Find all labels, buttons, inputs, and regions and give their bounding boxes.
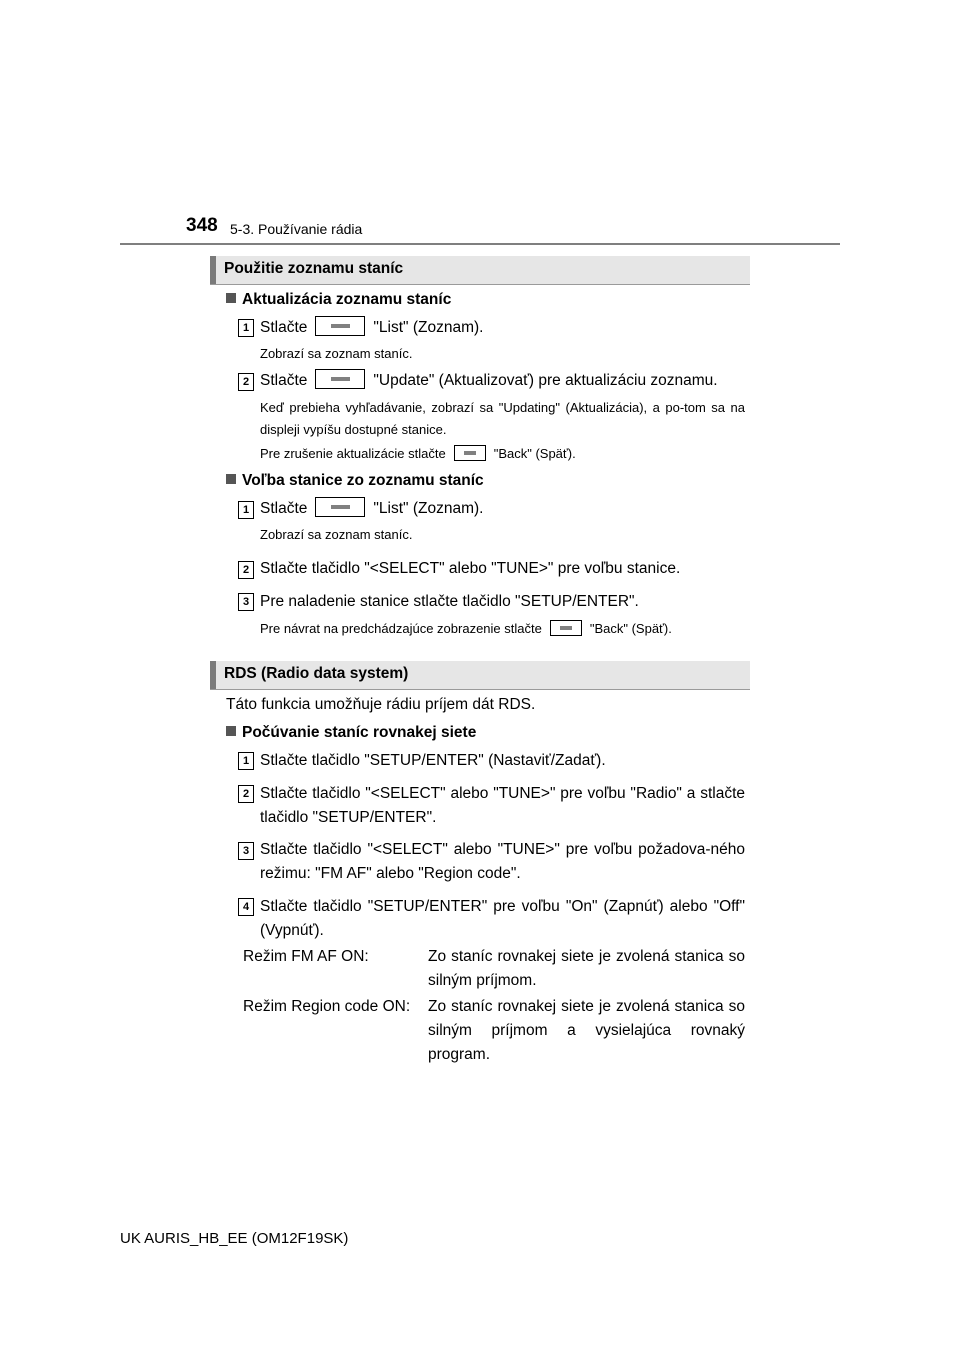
intro-text: Táto funkcia umožňuje rádiu príjem dát RDS. bbox=[226, 696, 536, 713]
screen-button-icon bbox=[550, 620, 582, 636]
step-text-part: Stlačte bbox=[260, 372, 308, 389]
step-text: Stlačte tlačidlo "SETUP/ENTER" (Nastaviť/Zadať). bbox=[260, 752, 606, 769]
step-text bbox=[260, 369, 718, 393]
subheading-same-network bbox=[226, 724, 476, 742]
header-divider bbox=[120, 243, 840, 245]
step-text: Pre naladenie stanice stlačte tlačidlo "SETUP/ENTER". bbox=[260, 593, 639, 610]
screen-button-icon bbox=[454, 445, 486, 461]
mode-label: Režim FM AF ON: bbox=[243, 948, 369, 965]
note-text-part: "Back" (Späť). bbox=[493, 446, 576, 461]
step-number: 2 bbox=[238, 785, 254, 803]
note-text-part: Pre návrat na predchádzajúce zobrazenie stlačte bbox=[260, 621, 542, 636]
step-text: Stlačte tlačidlo "<SELECT" alebo "TUNE>" pre voľbu požadova-ného režimu: "FM AF" alebo "Region code". bbox=[260, 841, 745, 882]
note-text bbox=[260, 618, 745, 640]
page-number: 348 bbox=[186, 215, 218, 236]
step-text-part: "Update" (Aktualizovať) pre aktualizáciu zoznamu. bbox=[373, 372, 718, 389]
section-bar-station-list bbox=[210, 256, 750, 285]
mode-label: Režim Region code ON: bbox=[243, 998, 411, 1015]
step-number: 1 bbox=[238, 501, 254, 519]
step-text-part: Stlačte bbox=[260, 319, 308, 336]
section-accent bbox=[210, 661, 216, 689]
step-text-part: "List" (Zoznam). bbox=[373, 319, 484, 336]
step-text-part: Stlačte bbox=[260, 500, 308, 517]
step-number: 2 bbox=[238, 373, 254, 391]
step-text: Stlačte tlačidlo "<SELECT" alebo "TUNE>" pre voľbu stanice. bbox=[260, 560, 681, 577]
step-text: Stlačte tlačidlo "<SELECT" alebo "TUNE>" pre voľbu "Radio" a stlačte tlačidlo "SETUP/ENTER". bbox=[260, 785, 745, 826]
step-text bbox=[260, 497, 483, 521]
note-text: Keď prebieha vyhľadávanie, zobrazí sa "Updating" (Aktualizácia), a po-tom sa na displeji vypíšu dostupné stanice. bbox=[260, 400, 745, 437]
note-text: Zobrazí sa zoznam staníc. bbox=[260, 527, 413, 542]
mode-description: Zo staníc rovnakej siete je zvolená stanica so silným príjmom. bbox=[428, 948, 745, 989]
square-bullet-icon bbox=[226, 726, 236, 736]
step-number: 2 bbox=[238, 561, 254, 579]
step-number: 3 bbox=[238, 842, 254, 860]
square-bullet-icon bbox=[226, 293, 236, 303]
mode-description: Zo staníc rovnakej siete je zvolená stanica so silným príjmom a vysielajúca rovnaký program. bbox=[428, 998, 745, 1063]
section-accent bbox=[210, 256, 216, 284]
note-text-part: "Back" (Späť). bbox=[589, 621, 672, 636]
footer-doc-id: UK AURIS_HB_EE (OM12F19SK) bbox=[120, 1230, 349, 1247]
chapter-title: 5-3. Používanie rádia bbox=[230, 221, 363, 237]
step-number: 4 bbox=[238, 898, 254, 916]
screen-button-icon bbox=[315, 316, 365, 336]
square-bullet-icon bbox=[226, 474, 236, 484]
step-text-part: "List" (Zoznam). bbox=[373, 500, 484, 517]
note-text bbox=[260, 443, 745, 465]
screen-button-icon bbox=[315, 369, 365, 389]
note-text: Zobrazí sa zoznam staníc. bbox=[260, 346, 413, 361]
section-title: RDS (Radio data system) bbox=[224, 665, 409, 682]
section-title: Použitie zoznamu staníc bbox=[224, 260, 404, 277]
step-number: 3 bbox=[238, 593, 254, 611]
step-text: Stlačte tlačidlo "SETUP/ENTER" pre voľbu "On" (Zapnúť) alebo "Off" (Vypnúť). bbox=[260, 898, 745, 939]
subheading-select-station bbox=[226, 472, 484, 490]
subheading-text: Aktualizácia zoznamu staníc bbox=[242, 291, 452, 308]
subheading-update-list bbox=[226, 291, 451, 309]
subheading-text: Voľba stanice zo zoznamu staníc bbox=[242, 472, 484, 489]
section-bar-rds bbox=[210, 661, 750, 690]
screen-button-icon bbox=[315, 497, 365, 517]
step-number: 1 bbox=[238, 752, 254, 770]
subheading-text: Počúvanie staníc rovnakej siete bbox=[242, 724, 477, 741]
step-text bbox=[260, 316, 483, 340]
note-text-part: Pre zrušenie aktualizácie stlačte bbox=[260, 446, 446, 461]
step-number: 1 bbox=[238, 319, 254, 337]
